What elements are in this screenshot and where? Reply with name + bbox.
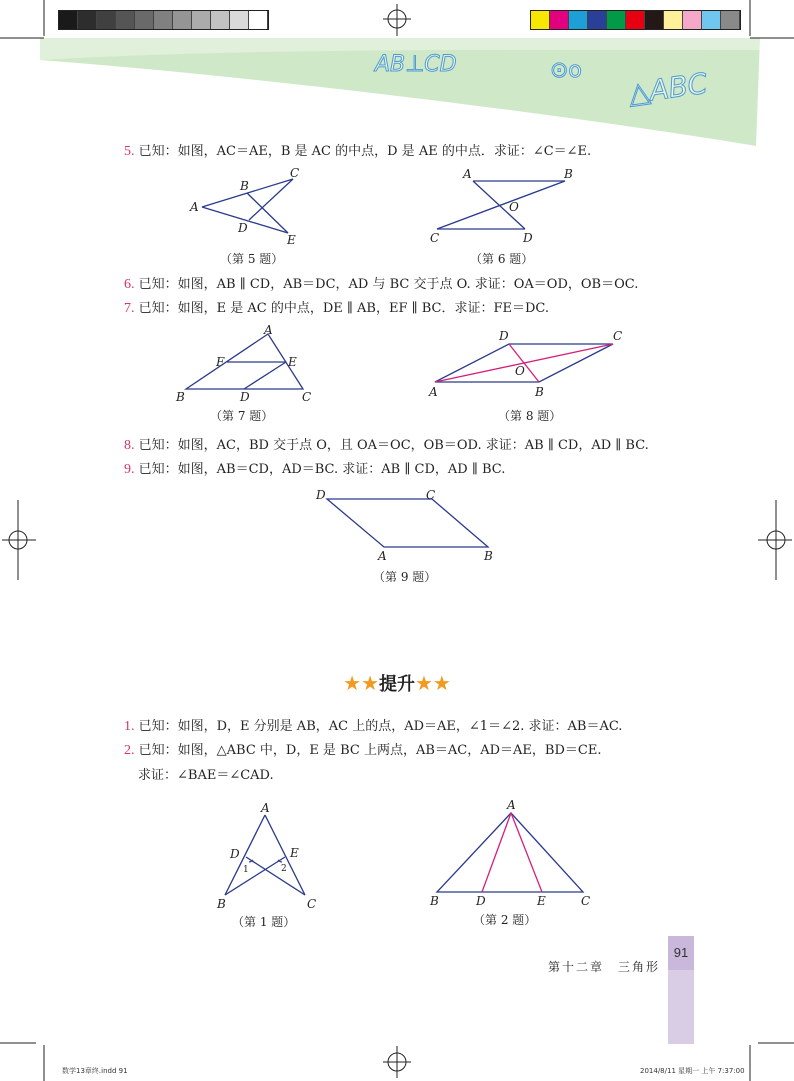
problem-text: 已知：如图，△ABC 中，D，E 是 BC 上两点，AB＝AC，AD＝AE，BD＝CE. (134, 743, 602, 758)
label-A: A (378, 549, 387, 563)
label-E: E (288, 355, 297, 369)
label-D: D (240, 390, 250, 404)
label-O: O (509, 200, 519, 214)
figure-7 (172, 322, 322, 404)
label-B: B (535, 385, 544, 399)
caption-fig6: （第 6 题） (470, 252, 534, 266)
problem-text: 已知：如图，AB ∥ CD，AB＝DC，AD 与 BC 交于点 O. 求证：OA＝OD，OB＝OC. (134, 277, 639, 292)
label-A: A (264, 323, 273, 337)
label-B: B (240, 179, 249, 193)
caption-fig7: （第 7 题） (210, 409, 274, 423)
problem-b2-prove (138, 767, 274, 785)
label-C: C (613, 329, 623, 343)
label-O: O (515, 364, 525, 378)
label-C: C (426, 488, 436, 502)
problem-number: 7. (124, 301, 135, 316)
label-D: D (316, 488, 326, 502)
label-D: D (238, 221, 248, 235)
label-E: E (537, 894, 546, 908)
label-B: B (484, 549, 493, 563)
problem-text: 已知：如图，AC＝AE，B 是 AC 的中点，D 是 AE 的中点．求证：∠C＝∠E. (134, 144, 592, 159)
problem-text: 已知：如图，AB＝CD，AD＝BC. 求证：AB ∥ CD，AD ∥ BC. (134, 462, 506, 477)
section-title: 提升 (379, 674, 415, 695)
figure-b1 (212, 800, 327, 910)
caption-fig-b2: （第 2 题） (473, 913, 537, 927)
problem-number: 8. (124, 438, 135, 453)
label-A: A (261, 801, 270, 815)
problem-text: 求证：∠BAE＝∠CAD. (138, 768, 274, 783)
caption-fig8: （第 8 题） (498, 409, 562, 423)
star-icon: ★★ (343, 671, 379, 695)
caption-fig-b1: （第 1 题） (232, 915, 296, 929)
problem-text: 已知：如图，E 是 AC 的中点，DE ∥ AB，EF ∥ BC．求证：FE＝DC. (134, 301, 550, 316)
section-heading (0, 670, 794, 696)
angle-1-label: 1 (243, 865, 249, 875)
problem-text: 已知：如图，AC，BD 交于点 O，且 OA＝OC，OB＝OD. 求证：AB ∥ CD，AD ∥ BC. (134, 438, 649, 453)
problem-b1 (124, 718, 622, 736)
problem-number: 1. (124, 719, 135, 734)
triangle-symbol: △ABC (626, 66, 710, 111)
problem-6 (124, 276, 638, 294)
figure-9 (312, 485, 502, 563)
caption-fig5: （第 5 题） (220, 252, 284, 266)
problem-7 (124, 300, 549, 318)
label-D: D (523, 231, 533, 245)
label-C: C (430, 231, 440, 245)
problem-number: 5. (124, 144, 135, 159)
figure-b2 (425, 795, 600, 910)
slug-timestamp: 2014/8/11 星期一 上午 7:37:00 (640, 1067, 745, 1075)
label-D: D (499, 329, 509, 343)
circle-symbol: ⊙o (550, 58, 582, 83)
label-A: A (507, 798, 516, 812)
label-C: C (581, 894, 591, 908)
label-E: E (290, 846, 299, 860)
perpendicular-symbol: AB⊥CD (375, 52, 457, 77)
label-A: A (429, 385, 438, 399)
label-E: E (287, 233, 296, 247)
problem-9 (124, 461, 505, 479)
label-B: B (176, 390, 185, 404)
problem-8 (124, 437, 649, 455)
label-D: D (476, 894, 486, 908)
page-number: 91 (668, 936, 694, 970)
problem-b2 (124, 742, 601, 760)
label-C: C (302, 390, 312, 404)
problem-number: 2. (124, 743, 135, 758)
label-B: B (217, 897, 226, 911)
figure-6 (425, 165, 575, 245)
problem-number: 9. (124, 462, 135, 477)
label-A: A (190, 200, 199, 214)
page-tab-strip (668, 970, 694, 1044)
label-A: A (463, 167, 472, 181)
slug-filename: 数学13章终.indd 91 (62, 1067, 128, 1075)
star-icon: ★★ (415, 671, 451, 695)
label-F: F (216, 355, 225, 369)
figure-8 (425, 325, 630, 400)
figure-5 (185, 165, 315, 245)
problem-text: 已知：如图，D，E 分别是 AB，AC 上的点，AD＝AE，∠1＝∠2. 求证：AB＝AC. (134, 719, 623, 734)
label-D: D (230, 847, 240, 861)
label-B: B (430, 894, 439, 908)
angle-2-label: 2 (281, 864, 287, 874)
problem-number: 6. (124, 277, 135, 292)
caption-fig9: （第 9 题） (373, 570, 437, 584)
chapter-title: 第十二章 三角形 (548, 960, 661, 974)
label-B: B (564, 167, 573, 181)
label-C: C (290, 166, 300, 180)
label-C: C (307, 897, 317, 911)
problem-5 (124, 143, 591, 161)
